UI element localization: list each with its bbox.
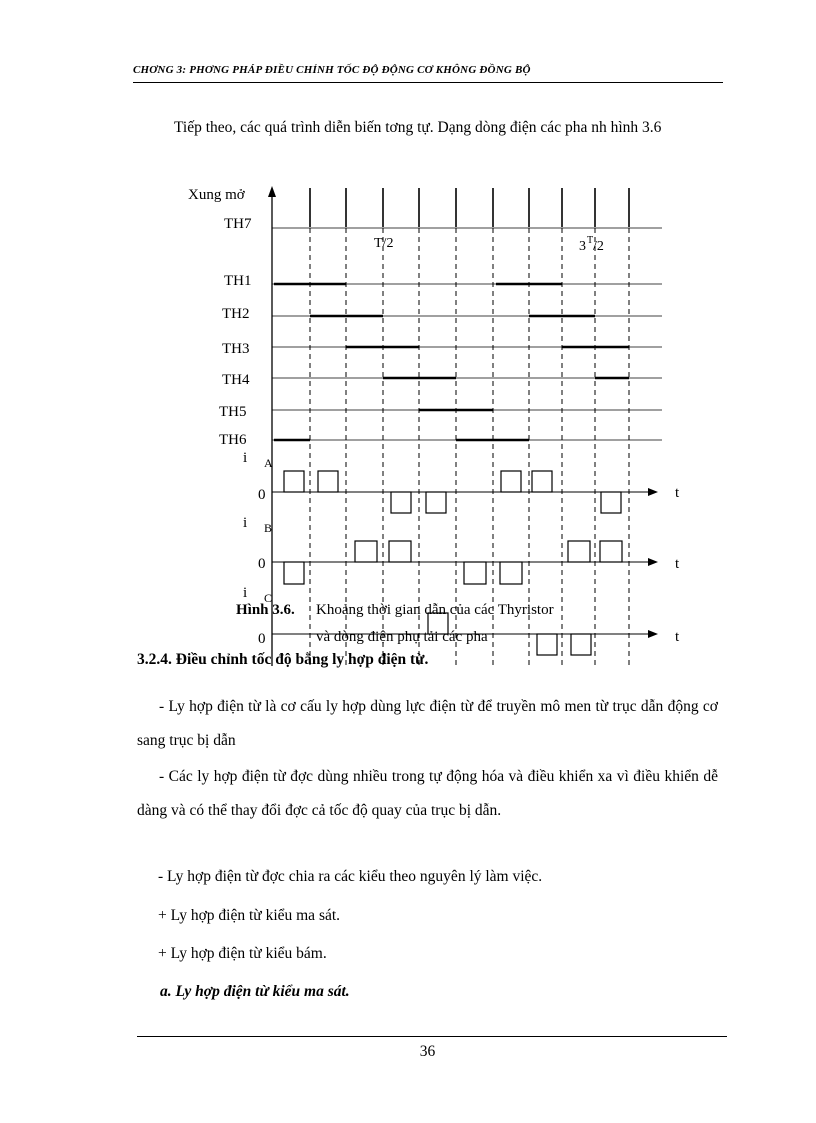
th6-label: TH6 [219, 432, 247, 448]
thyristor-baselines [272, 228, 662, 440]
ic-zero-label: 0 [258, 631, 266, 647]
t-three-half-prefix: 3 [579, 239, 586, 254]
ib-positive-pulse [600, 541, 622, 562]
th7-label: TH7 [224, 216, 252, 232]
th4-label: TH4 [222, 372, 250, 388]
ic-t-label: t [675, 629, 680, 645]
pulse-marks [310, 188, 629, 227]
ib-axis-arrow [648, 558, 658, 566]
th1-label: TH1 [224, 273, 252, 289]
ib-positive-pulse [355, 541, 377, 562]
pulse-label: Xung mở [188, 187, 245, 203]
ia-negative-pulse [426, 492, 446, 513]
ib-subscript: B [264, 521, 273, 535]
ia-t-label: t [675, 485, 680, 501]
phase-a-current [243, 450, 680, 513]
running-header: CHƠNG 3: PHƠNG PHÁP ĐIỀU CHỈNH TỐC ĐỘ ĐỘNG CƠ KHÔNG ĐỒNG BỘ [133, 64, 531, 76]
th2-label: TH2 [222, 306, 250, 322]
paragraph-usage: - Các ly hợp điện từ đợc dùng nhiều trong tự động hóa và điều khiển xa vì điều khiển dễ dàng và có thể thay đổi đợc cả tốc độ quay của trục bị dẫn. [137, 768, 718, 819]
y-axis-arrow [268, 186, 276, 197]
ic-label: i [243, 585, 248, 601]
ia-label: i [243, 450, 248, 466]
phase-b-current [243, 515, 680, 584]
ia-negative-pulse [601, 492, 621, 513]
t-three-half-T: T [587, 235, 594, 246]
sub-heading: a. Ly hợp điện từ kiểu ma sát. [160, 983, 350, 1000]
th3-label: TH3 [222, 341, 250, 357]
ia-positive-pulse [284, 471, 304, 492]
ia-positive-pulse [501, 471, 521, 492]
list-item-adhesion: + Ly hợp điện từ kiểu bám. [158, 945, 327, 962]
figure-caption-line1: Khoảng thời gian dẫn của các Thyristor [316, 602, 554, 618]
ia-subscript: A [264, 456, 273, 470]
ib-negative-pulse [464, 562, 486, 584]
th5-label: TH5 [219, 404, 247, 420]
section-heading: 3.2.4. Điều chỉnh tốc độ bằng ly hợp điện từ. [137, 651, 429, 668]
ib-positive-pulse [389, 541, 411, 562]
paragraph-types: - Ly hợp điện từ đợc chia ra các kiểu theo nguyên lý làm việc. [158, 868, 543, 885]
footer-rule [137, 1036, 727, 1037]
ic-negative-pulse [571, 634, 591, 655]
ic-axis-arrow [648, 630, 658, 638]
conduction-intervals [274, 284, 629, 440]
ic-subscript: C [264, 591, 273, 605]
list-item-friction: + Ly hợp điện từ kiểu ma sát. [158, 907, 341, 924]
ib-zero-label: 0 [258, 556, 266, 572]
ib-label: i [243, 515, 248, 531]
ib-t-label: t [675, 556, 680, 572]
intro-paragraph: Tiếp theo, các quá trình diễn biến tơng tự. Dạng dòng điện các pha nh hình 3.6 [174, 119, 662, 136]
ia-axis-arrow [648, 488, 658, 496]
figure-caption-bold: Hình 3.6. [236, 602, 295, 618]
ia-positive-pulse [532, 471, 552, 492]
ib-negative-pulse [284, 562, 304, 584]
figure-caption-line2: và dòng điện phụ tải các pha [316, 629, 488, 645]
ib-positive-pulse [568, 541, 590, 562]
ia-negative-pulse [391, 492, 411, 513]
ib-negative-pulse [500, 562, 522, 584]
t-three-half-suffix: /2 [593, 239, 604, 254]
t-half-label: T/2 [374, 236, 394, 251]
page-number: 36 [419, 1043, 436, 1060]
ia-positive-pulse [318, 471, 338, 492]
ia-zero-label: 0 [258, 487, 266, 503]
ic-negative-pulse [537, 634, 557, 655]
paragraph-definition: - Ly hợp điện từ là cơ cấu ly hợp dùng lực điện từ để truyền mô men từ trục dẫn động cơ sang trục bị dẫn [137, 698, 718, 749]
dashed-guides [310, 228, 629, 665]
